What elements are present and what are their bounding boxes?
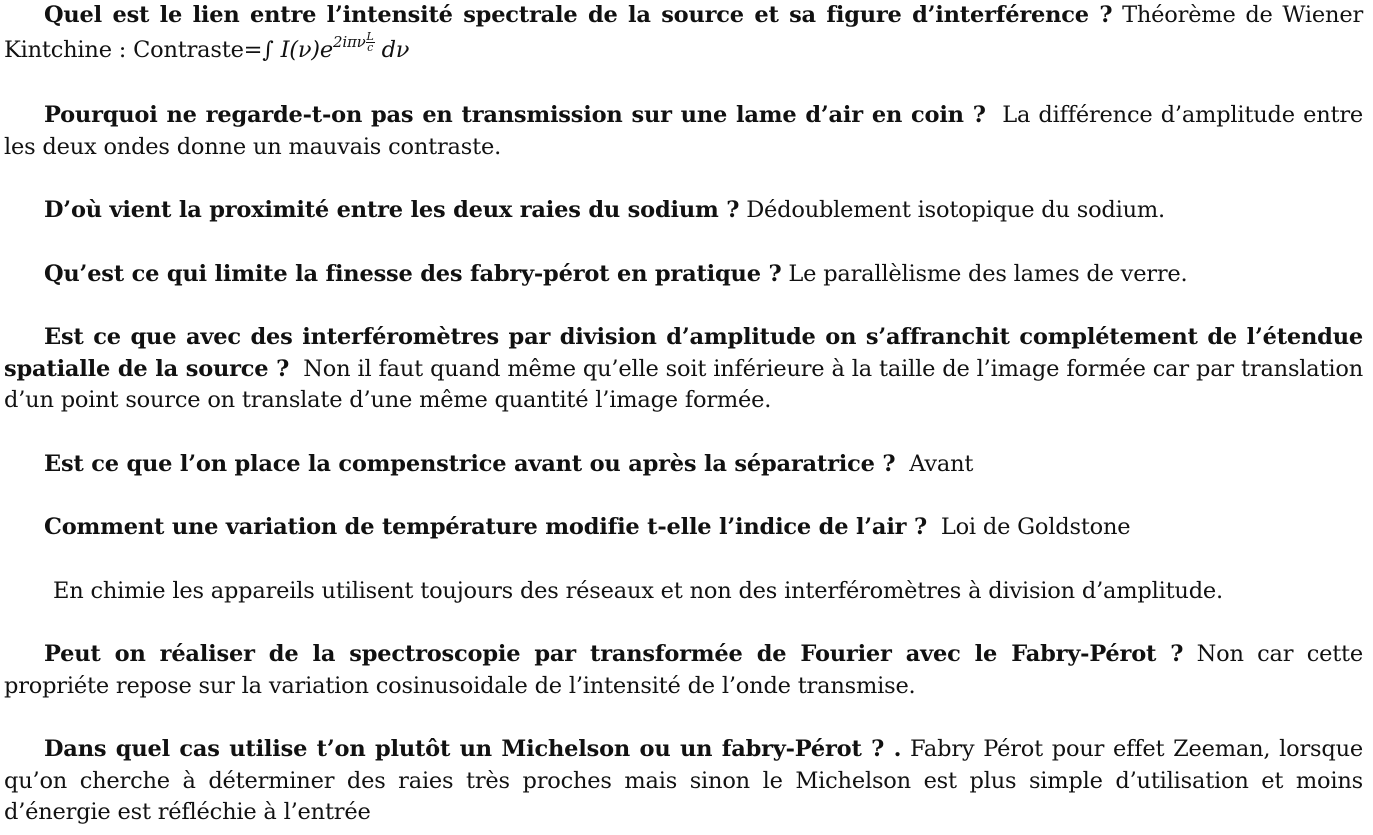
- qa-paragraph-7: [4, 512, 1363, 544]
- question-3: D’où vient la proximité entre les deux raies du sodium ?: [44, 197, 740, 223]
- qa-paragraph-1: [4, 0, 1363, 68]
- answer-7: Loi de Goldstone: [940, 514, 1131, 540]
- qa-paragraph-2: [4, 100, 1363, 163]
- spacer: [4, 417, 1363, 449]
- qa-paragraph-10: [4, 734, 1363, 829]
- qa-paragraph-4: [4, 259, 1363, 291]
- question-10: Dans quel cas utilise t’on plutôt un Michelson ou un fabry-Pérot ? .: [44, 736, 902, 762]
- qa-paragraph-3: [4, 195, 1363, 227]
- spacer: [4, 544, 1363, 576]
- spacer: [4, 227, 1363, 259]
- spacer: [4, 480, 1363, 512]
- question-2: Pourquoi ne regarde-t-on pas en transmission sur une lame d’air en coin ?: [44, 102, 986, 128]
- question-7: Comment une variation de température modifie t-elle l’indice de l’air ?: [44, 514, 927, 540]
- question-4: Qu’est ce qui limite la finesse des fabry-pérot en pratique ?: [44, 260, 782, 287]
- fraction-denominator: c: [367, 40, 374, 54]
- note-text: En chimie les appareils utilisent toujours des réseaux et non des interféromètres à division d’amplitude.: [53, 577, 1223, 604]
- answer-2: La différence d’amplitude entre les deux ondes donne un mauvais contraste.: [4, 102, 1363, 160]
- formula-differential: dν: [381, 36, 410, 63]
- answer-6: Avant: [909, 450, 974, 477]
- spacer: [4, 68, 1363, 100]
- answer-1: Théorème de Wiener Kintchine : Contraste=: [4, 2, 1364, 63]
- qa-paragraph-5: [4, 322, 1363, 417]
- question-9: Peut on réaliser de la spectroscopie par transformée de Fourier avec le Fabry-Pérot ?: [44, 641, 1184, 667]
- spacer: [4, 290, 1363, 322]
- spacer: [4, 607, 1363, 639]
- answer-9: Non car cette propriéte repose sur la variation cosinusoidale de l’intensité de l’onde transmise.: [4, 641, 1364, 699]
- question-1: Quel est le lien entre l’intensité spectrale de la source et sa figure d’interférence ?: [44, 2, 1113, 28]
- answer-10: Fabry Pérot pour effet Zeeman, lorsque qu’on cherche à déterminer des raies très proches mais sinon le Michelson est plus simple d’utilisation et moins d’énergie est réfléchie à l’entrée: [4, 736, 1363, 825]
- question-5: Est ce que avec des interféromètres par division d’amplitude on s’affranchit complétement de l’étendue spatialle de la source ?: [4, 324, 1363, 382]
- answer-3: Dédoublement isotopique du sodium.: [746, 197, 1165, 223]
- qa-paragraph-6: [4, 449, 1363, 481]
- spacer: [4, 702, 1363, 734]
- answer-5: Non il faut quand même qu’elle soit inférieure à la taille de l’image formée car par translation d’un point source on translate d’une même quantité l’image formée.: [4, 355, 1363, 413]
- fraction-numerator: L: [366, 29, 374, 43]
- spacer: [4, 163, 1363, 195]
- answer-4: Le parallèlisme des lames de verre.: [788, 260, 1188, 287]
- qa-paragraph-9: [4, 639, 1363, 702]
- integral-sign: ∫: [262, 37, 274, 63]
- formula-fraction: [366, 29, 375, 54]
- formula-exponent: 2iπν: [333, 32, 366, 51]
- formula-body: I(ν)e: [280, 36, 334, 63]
- question-6: Est ce que l’on place la compenstrice avant ou après la séparatrice ?: [44, 450, 896, 477]
- note-paragraph: [4, 576, 1363, 608]
